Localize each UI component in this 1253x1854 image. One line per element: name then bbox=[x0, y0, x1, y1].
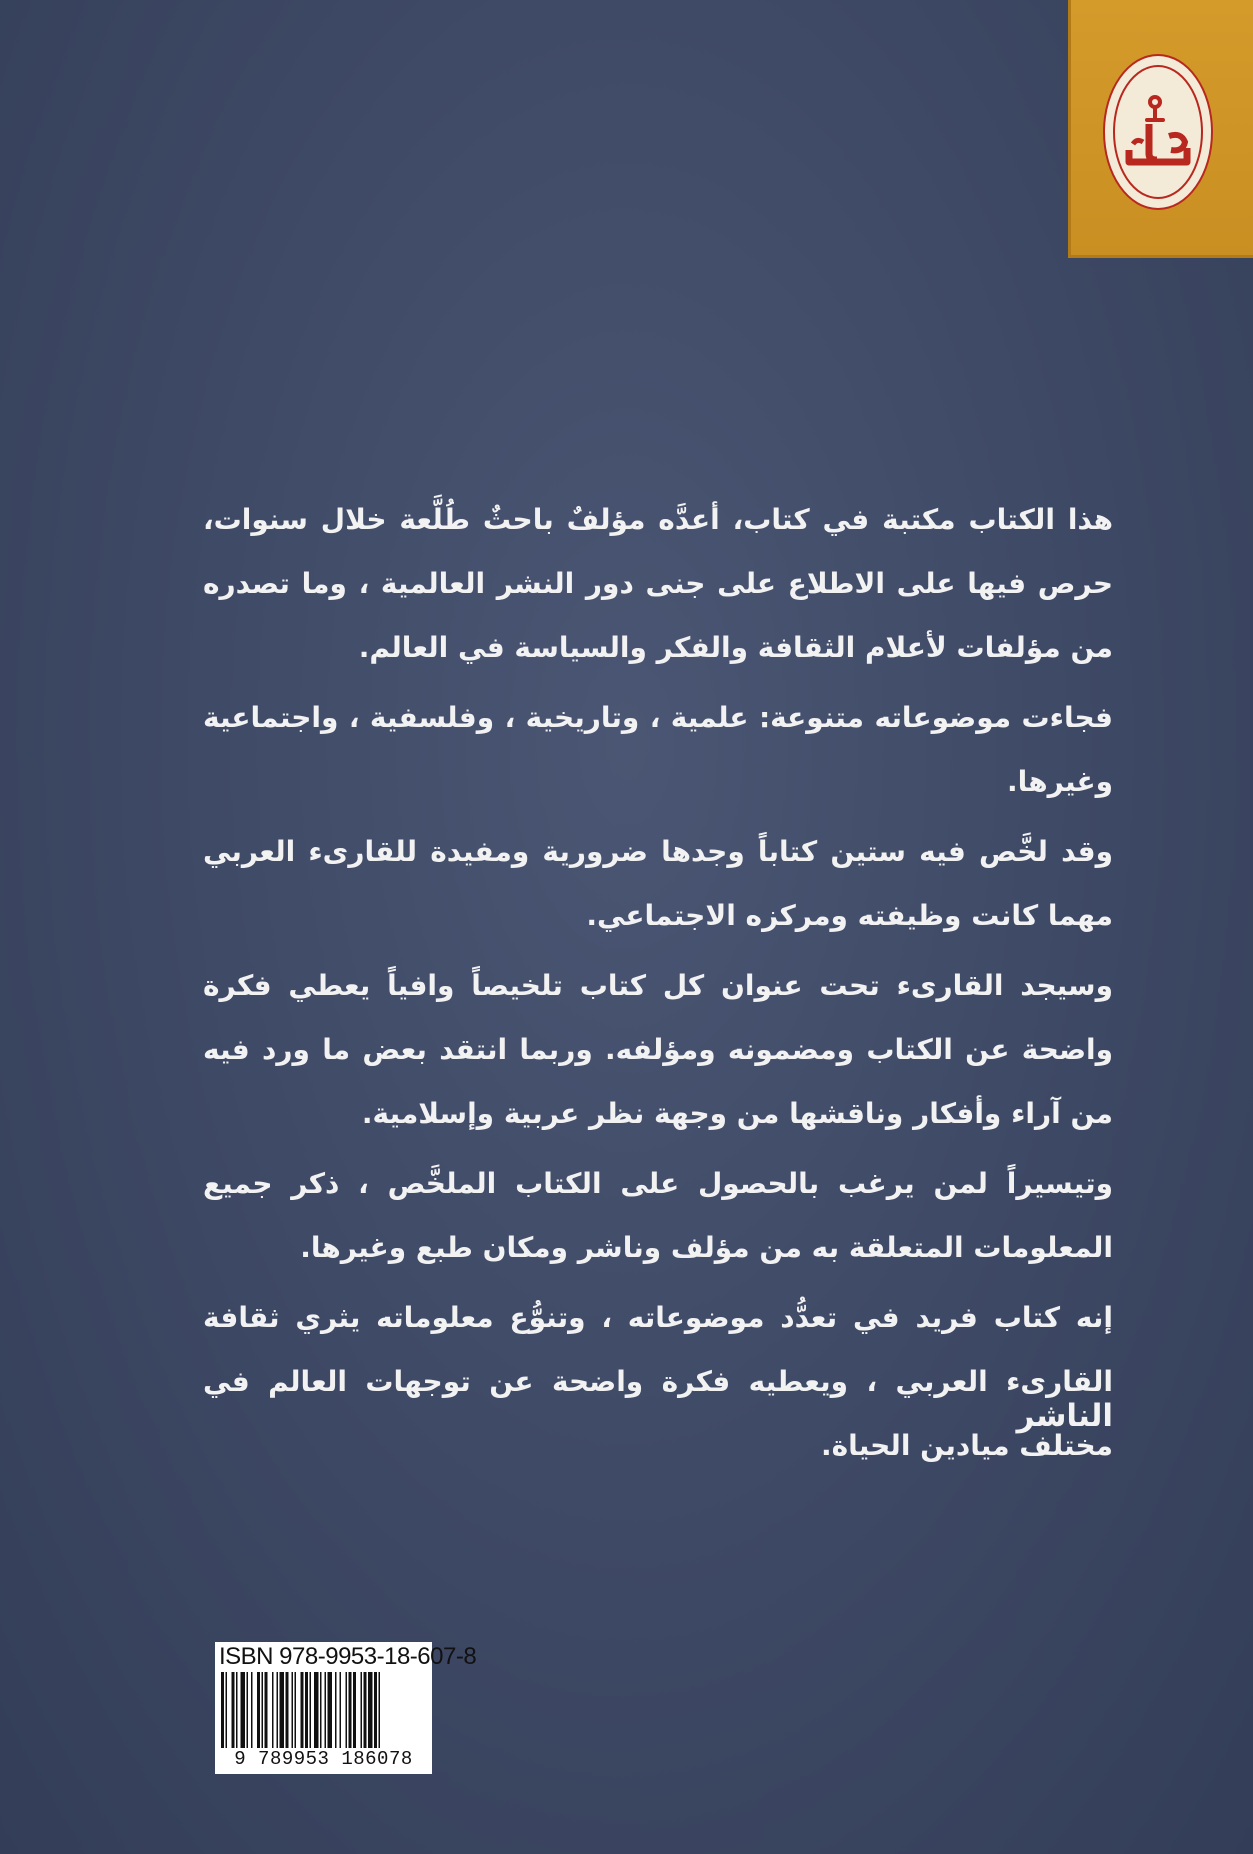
barcode-bars bbox=[219, 1672, 424, 1748]
publisher-logo-panel bbox=[1068, 0, 1253, 258]
paragraph-conclusion: إنه كتاب فريد في تعدُّد موضوعاته ، وتنوُّع معلوماته يثري ثقافة القارىء العربي ، ويعطيه فكرة واضحة عن توجهات العالم في مختلف ميادين الحياة. bbox=[203, 1301, 1113, 1462]
publisher-signature: الناشر bbox=[1016, 1398, 1113, 1434]
back-cover-text bbox=[203, 488, 1113, 1484]
barcode-digits: 9 789953 186078 bbox=[234, 1748, 413, 1770]
paragraph-references: وتيسيراً لمن يرغب بالحصول على الكتاب الملخَّص ، ذكر جميع المعلومات المتعلقة به من مؤلف وناشر ومكان طبع وغيرها. bbox=[203, 1167, 1113, 1264]
paragraph-intro: هذا الكتاب مكتبة في كتاب، أعدَّه مؤلفٌ باحثٌ طُلَّعة خلال سنوات، حرص فيها على الاطلاع على جنى دور النشر العالمية ، وما تصدره من مؤلفات لأعلام الثقافة والفكر والسياسة في العالم. bbox=[203, 503, 1113, 664]
isbn-label: ISBN 978-9953-18-607-8 bbox=[219, 1643, 477, 1670]
paragraph-topics: فجاءت موضوعاته متنوعة: علمية ، وتاريخية ، وفلسفية ، واجتماعية وغيرها. bbox=[203, 701, 1113, 798]
paragraph-summary: وقد لخَّص فيه ستين كتاباً وجدها ضرورية ومفيدة للقارىء العربي مهما كانت وظيفته ومركزه الاجتماعي. bbox=[203, 835, 1113, 932]
paragraph-reader: وسيجد القارىء تحت عنوان كل كتاب تلخيصاً وافياً يعطي فكرة واضحة عن الكتاب ومضمونه ومؤلفه. وربما انتقد بعض ما ورد فيه من آراء وأفكار وناقشها من وجهة نظر عربية وإسلامية. bbox=[203, 969, 1113, 1130]
publisher-calligraphy-logo-icon bbox=[1107, 58, 1209, 206]
isbn-barcode bbox=[215, 1642, 477, 1774]
